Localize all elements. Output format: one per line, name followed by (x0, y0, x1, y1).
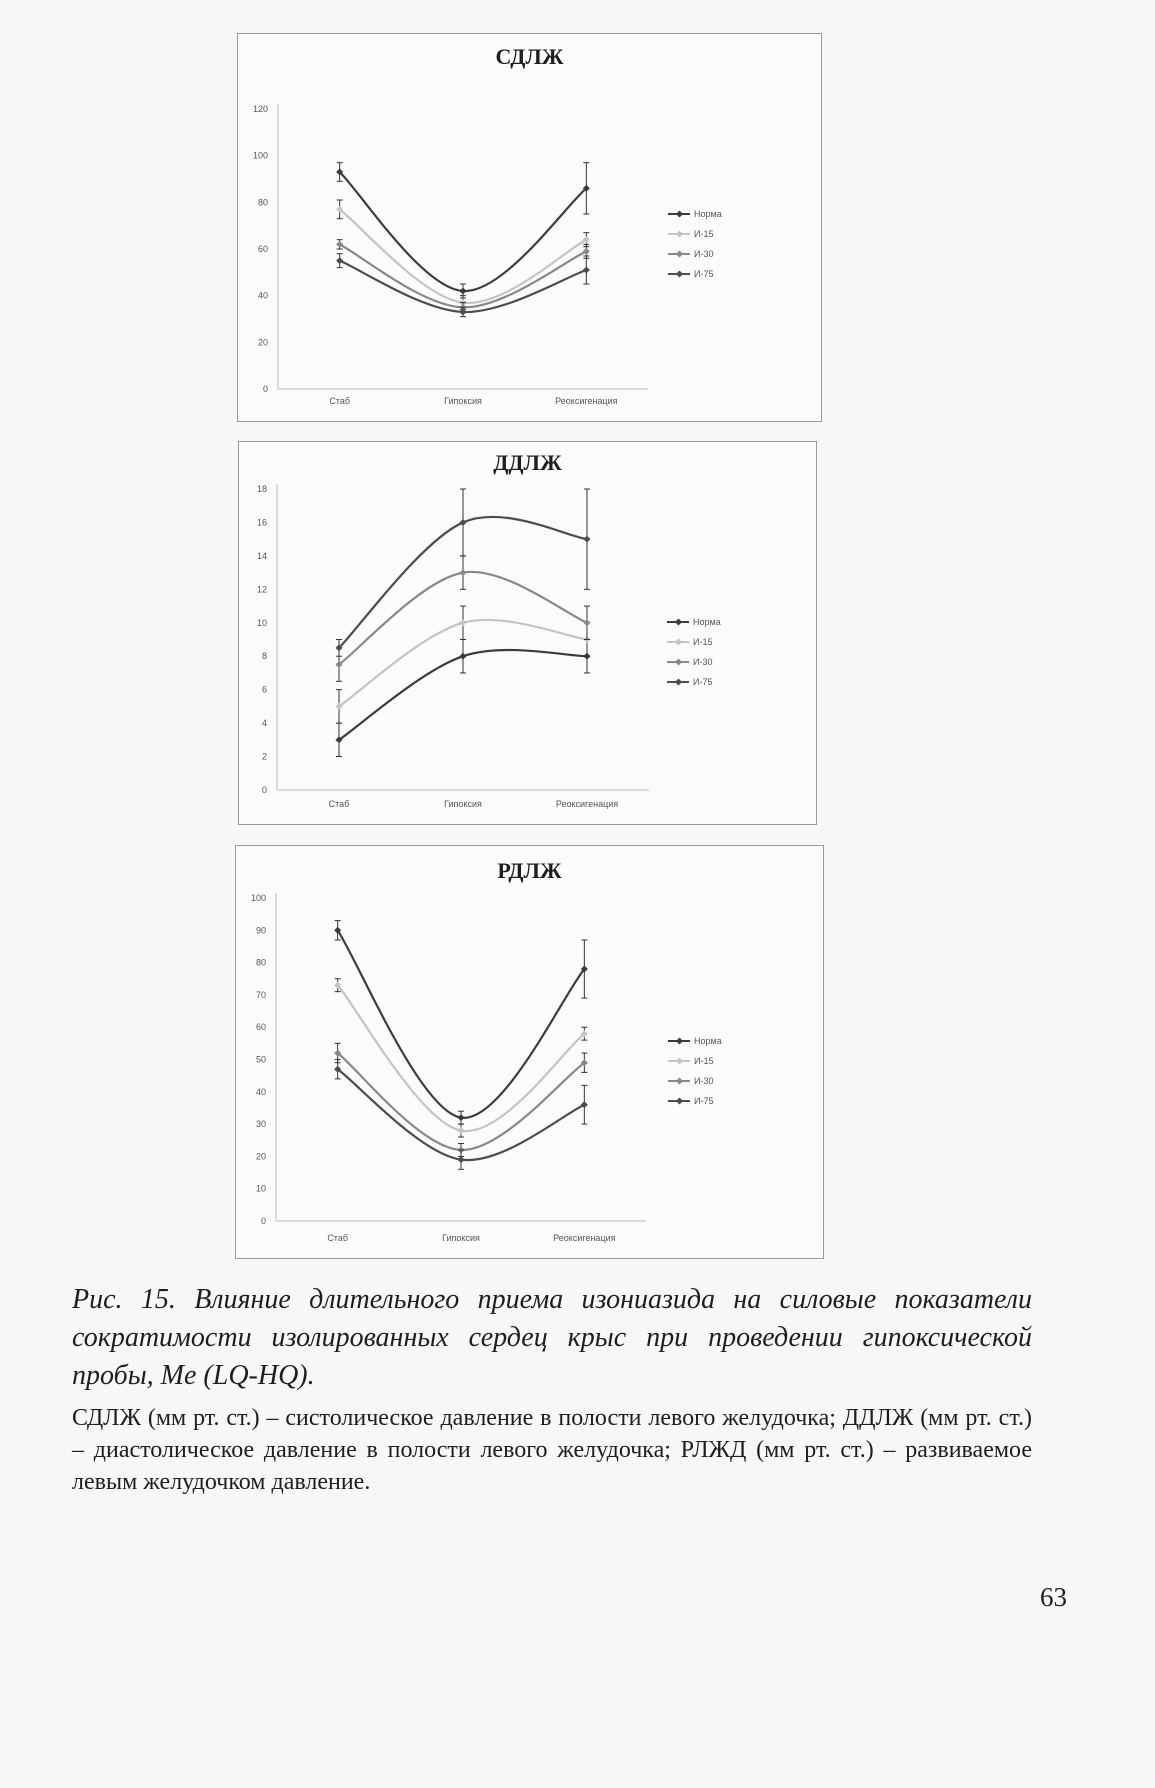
abbreviation-legend: СДЛЖ (мм рт. ст.) – систолическое давление в полости левого желудочка; ДДЛЖ (мм рт. ст.) – диастолическое давление в полости левого желудочка; РЛЖД (мм рт. ст.) – развиваемое левым желудочком давление. (72, 1405, 1032, 1495)
chart-ddlzh (238, 441, 817, 825)
chart-plot (238, 34, 823, 423)
chart-plot (239, 442, 818, 826)
legend-label: Норма (693, 617, 721, 627)
y-tick-label: 14 (256, 550, 267, 561)
y-tick-label: 100 (250, 893, 266, 903)
y-tick-label: 60 (255, 1022, 266, 1033)
legend-label: Норма (694, 1036, 722, 1046)
y-tick-label: 30 (255, 1119, 266, 1130)
page-number: 63 (1040, 1582, 1067, 1612)
y-tick-label: 60 (257, 244, 268, 254)
legend-label: И-15 (693, 637, 713, 647)
y-tick-label: 70 (255, 989, 266, 1000)
y-tick-label: 4 (261, 718, 267, 729)
legend-label: И-75 (693, 677, 713, 687)
x-tick-label: Реоксигенация (555, 799, 619, 809)
x-tick-label: Стаб (328, 799, 350, 809)
y-tick-label: 0 (261, 785, 267, 795)
legend-marker (675, 638, 682, 645)
y-tick-label: 90 (255, 925, 266, 936)
y-tick-label: 6 (261, 684, 267, 695)
data-point (459, 287, 466, 294)
chart-title: РДЛЖ (497, 858, 562, 883)
y-tick-label: 10 (256, 617, 267, 628)
y-tick-label: 8 (261, 651, 267, 662)
chart-sdlzh (237, 33, 822, 422)
legend-marker (675, 678, 682, 685)
data-point (457, 1114, 464, 1121)
y-tick-label: 0 (262, 384, 268, 394)
legend-marker (676, 230, 683, 237)
x-tick-label: Стаб (329, 396, 351, 406)
legend-label: И-75 (694, 1096, 714, 1106)
legend-marker (676, 1097, 683, 1104)
legend-marker (675, 618, 682, 625)
x-tick-label: Гипоксия (444, 396, 482, 406)
legend-marker (676, 270, 683, 277)
data-point (459, 519, 466, 526)
series-line (338, 985, 585, 1131)
y-tick-label: 40 (257, 290, 268, 301)
y-tick-label: 18 (256, 484, 267, 494)
y-tick-label: 16 (256, 517, 267, 528)
chart-title: ДДЛЖ (493, 450, 562, 475)
x-tick-label: Гипоксия (442, 1233, 480, 1243)
y-tick-label: 40 (255, 1086, 266, 1097)
data-point (336, 257, 343, 264)
y-tick-label: 10 (255, 1183, 266, 1194)
legend-label: И-75 (694, 269, 714, 279)
data-point (583, 266, 590, 273)
y-tick-label: 20 (255, 1151, 266, 1162)
y-tick-label: 100 (252, 150, 268, 161)
data-point (583, 248, 590, 255)
y-tick-label: 0 (260, 1216, 266, 1226)
legend-label: И-30 (693, 657, 713, 667)
y-tick-label: 50 (255, 1054, 266, 1065)
legend-marker (676, 1037, 683, 1044)
y-tick-label: 120 (252, 104, 268, 114)
x-tick-label: Гипоксия (444, 799, 482, 809)
data-point (459, 653, 466, 660)
legend-label: Норма (694, 209, 722, 219)
legend-label: И-30 (694, 249, 714, 259)
x-tick-label: Реоксигенация (555, 396, 618, 406)
data-point (583, 536, 590, 543)
data-point (459, 569, 466, 576)
legend-marker (676, 1057, 683, 1064)
legend-marker (676, 1077, 683, 1084)
legend-label: И-15 (694, 229, 714, 239)
y-tick-label: 80 (255, 957, 266, 968)
y-tick-label: 2 (261, 751, 267, 762)
legend-marker (675, 658, 682, 665)
chart-plot (236, 846, 825, 1260)
data-point (459, 619, 466, 626)
figure-caption: Рис. 15. Влияние длительного приема изониазида на силовые показатели сократимости изолированных сердец крыс при проведении гипоксической пробы, Me (LQ-HQ). (72, 1284, 1032, 1391)
x-tick-label: Стаб (327, 1233, 349, 1243)
y-tick-label: 12 (256, 584, 267, 595)
data-point (583, 619, 590, 626)
chart-title: СДЛЖ (495, 44, 564, 69)
legend-label: И-15 (694, 1056, 714, 1066)
legend-marker (676, 210, 683, 217)
y-tick-label: 20 (257, 337, 268, 348)
legend-label: И-30 (694, 1076, 714, 1086)
data-point (457, 1127, 464, 1134)
chart-rdlzh (235, 845, 824, 1259)
legend-marker (676, 250, 683, 257)
y-tick-label: 80 (257, 197, 268, 208)
data-point (457, 1156, 464, 1163)
x-tick-label: Реоксигенация (553, 1233, 616, 1243)
